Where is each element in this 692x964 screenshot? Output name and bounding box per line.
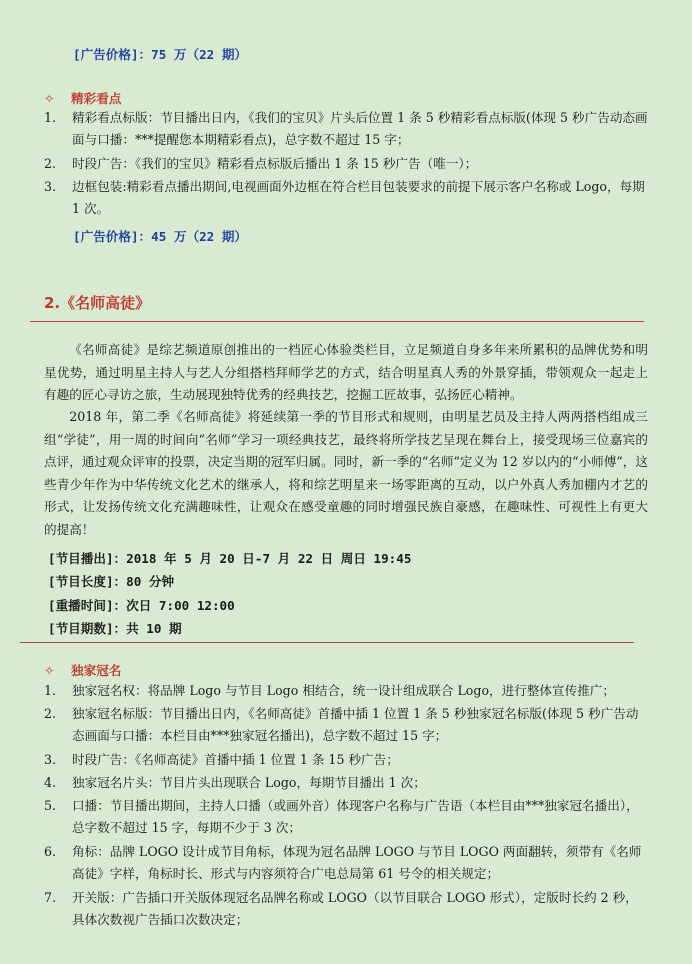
list-item: 3. 时段广告：《名师高徒》首播中插 1 位置 1 条 15 秒广告； <box>44 752 399 767</box>
program-title: 2.《名师高徒》 <box>44 294 151 312</box>
list-item: 4. 独家冠名片头：节目片头出现联合 Logo，每期节目播出 1 次； <box>44 775 426 790</box>
section-heading-sponsor: ✧ 独家冠名 <box>44 663 122 678</box>
info-broadcast-time: [节目播出]：2018 年 5 月 20 日-7 月 22 日 周日 19:45 <box>48 551 412 566</box>
info-rerun-time: [重播时间]：次日 7:00 12:00 <box>48 598 235 613</box>
section-heading-highlights: ✧ 精彩看点 <box>44 91 122 106</box>
list-item: 5. 口播：节目播出期间，主持人口播（或画外音）体现客户名称与广告语（本栏目由***独家冠名播出），总字数不超过 15 字，每期不少于 3 次； <box>44 798 639 835</box>
list-item: 3. 边框包装:精彩看点播出期间,电视画面外边框在符合栏目包装要求的前提下展示客户名称或 Logo，每期 1 次。 <box>44 179 645 216</box>
diamond-outline-icon: ✧ <box>44 91 55 106</box>
list-item: 7. 开关版：广告插口开关版体现冠名品牌名称或 LOGO（以节目联合 LOGO 形式），定版时长约 2 秒，具体次数视广告插口次数决定； <box>44 890 638 927</box>
list-item: 2. 时段广告：《我们的宝贝》精彩看点标版后播出 1 条 15 秒广告（唯一）； <box>44 156 478 171</box>
info-episode-count: [节目期数]：共 10 期 <box>48 621 182 636</box>
program-intro-paragraph: 《名师高徒》是综艺频道原创推出的一档匠心体验类栏目，立足频道自身多年来所累积的品牌优势和明星优势，通过明星主持人与艺人分组搭档拜师学艺的方式，结合明星真人秀的外景穿插，带领观众一起走上有趣的匠心寻访之旅，生动展现独特优秀的经典技艺，挖掘工匠故事，弘扬匠心精神。 <box>44 342 648 402</box>
program-season-paragraph: 2018 年，第二季《名师高徒》将延续第一季的节目形式和规则，由明星艺员及主持人两两搭档组成三组“学徒”，用一周的时间向“名师”学习一项经典技艺，最终将所学技艺呈现在舞台上，接受现场三位嘉宾的点评，通过观众评审的投票，决定当期的冠军归属。同时，新一季的“名师”定义为 12 岁以内的“小师傅”，这些青少年作为中华传统文化艺术的继承人，将和综艺明星来一场零距离的互动，以户外真人秀加棚内才艺的形式，让发扬传统文化充满趣味性，让观众在感受童趣的同时增强民族自豪感，在趣味性、可视性上有更大的提高！ <box>44 409 648 537</box>
diamond-outline-icon: ✧ <box>44 663 55 678</box>
list-item: 1. 精彩看点标版：节目播出日内，《我们的宝贝》片头后位置 1 条 5 秒精彩看点标版(体现 5 秒广告动态画面与口播：***提醒您本期精彩看点)，总字数不超过 15 字； <box>44 110 648 147</box>
ad-price-line: [广告价格]：45 万（22 期） <box>73 229 248 244</box>
divider <box>20 642 634 643</box>
list-item: 2. 独家冠名标版：节目播出日内，《名师高徒》首播中插 1 位置 1 条 5 秒独家冠名标版(体现 5 秒广告动态画面与口播：本栏目由***独家冠名播出)，总字数不超过 15 字； <box>44 706 639 743</box>
info-duration: [节目长度]：80 分钟 <box>48 574 175 589</box>
list-item: 6. 角标：品牌 LOGO 设计成节目角标，体现为冠名品牌 LOGO 与节目 LOGO 两面翻转，须带有《名师高徒》字样，角标时长、形式与内容须符合广电总局第 61 号令的相关规定； <box>44 844 642 881</box>
list-item: 1. 独家冠名权：将品牌 Logo 与节目 Logo 相结合，统一设计组成联合 Logo，进行整体宣传推广； <box>44 683 615 698</box>
divider <box>30 321 644 322</box>
ad-price-line: [广告价格]：75 万（22 期） <box>73 47 248 62</box>
